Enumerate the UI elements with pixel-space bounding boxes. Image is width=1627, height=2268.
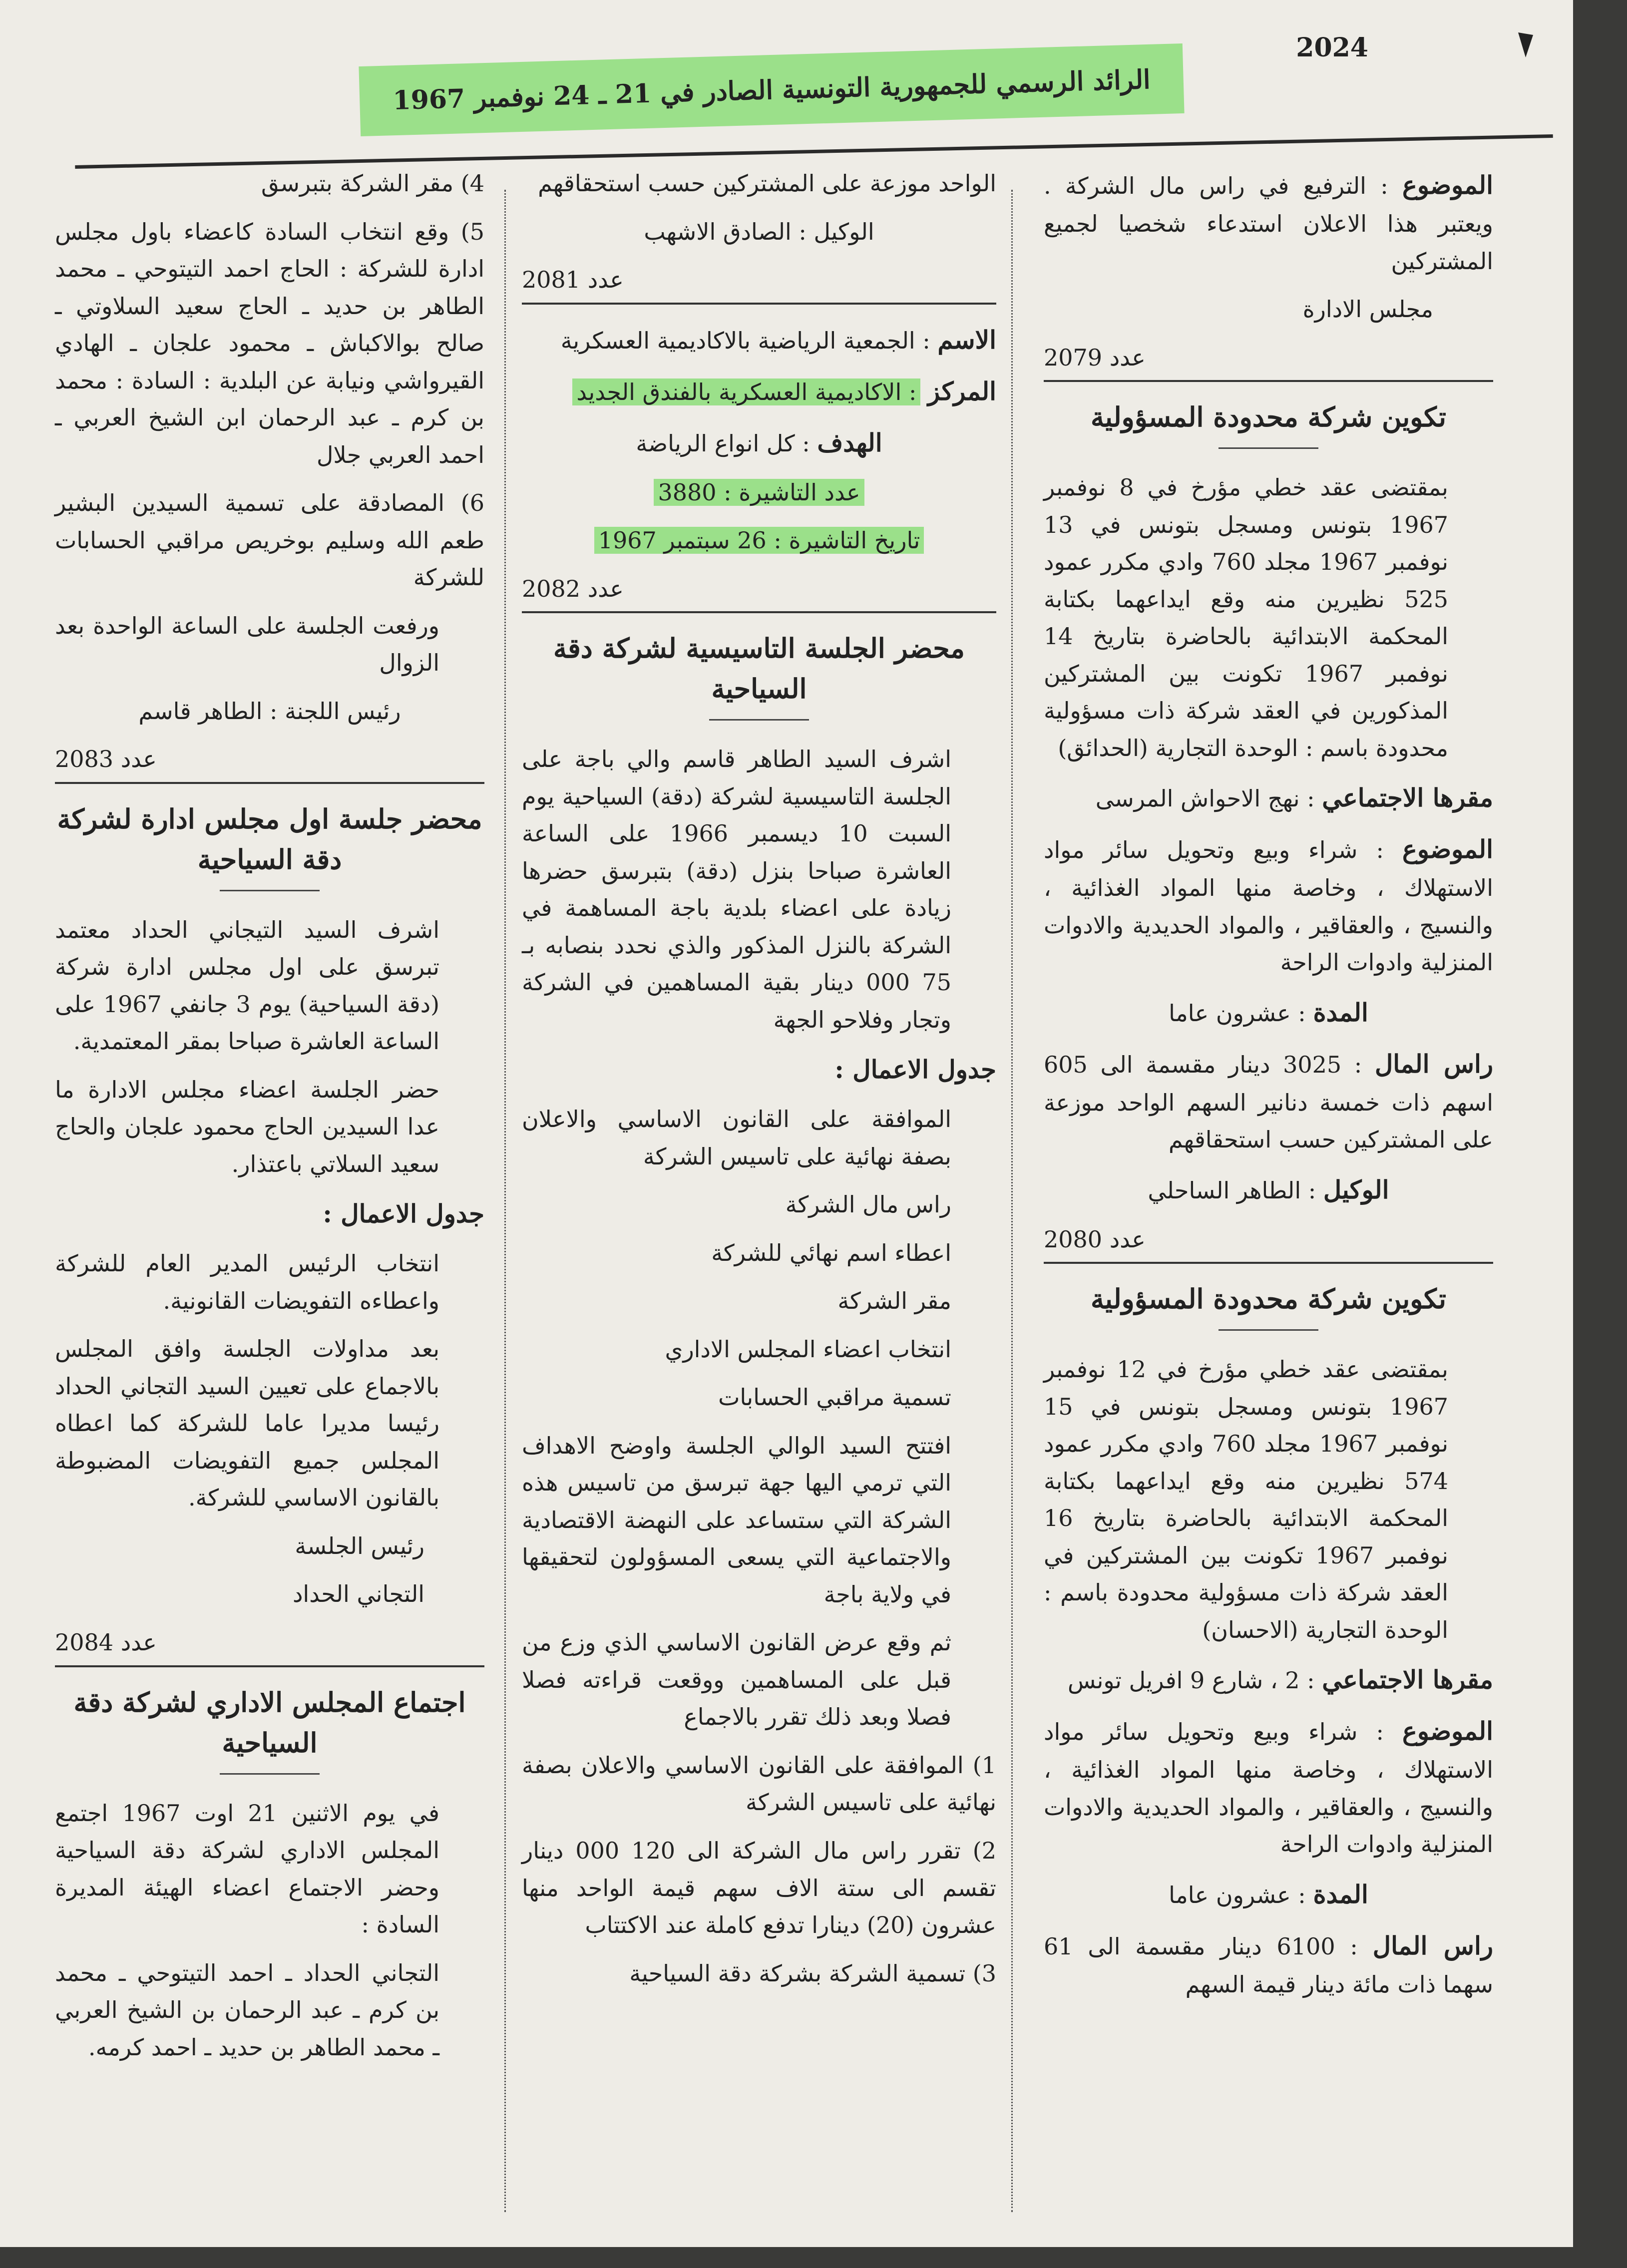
agenda-item: تسمية مراقبي الحسابات (718, 1384, 951, 1411)
association-name: الاسم : الجمعية الرياضية بالاكاديمية العسكرية (560, 325, 996, 355)
notice-number: عدد 2083 (55, 746, 157, 773)
agenda-title: جدول الاعمال : (323, 1199, 484, 1229)
agenda-item: اعطاء اسم نهائي للشركة (711, 1239, 951, 1266)
section-title: تكوين شركة محدودة المسؤولية (1090, 401, 1447, 433)
title-underline (220, 1773, 320, 1775)
column-separator (1011, 190, 1013, 2212)
resolution-item: 1) الموافقة على القانون الاساسي والاعلان بصفة نهائية على تاسيس الشركة (522, 1751, 996, 1816)
company-object: الموضوع : شراء وبيع وتحويل سائر مواد الاستهلاك ، وخاصة منها المواد الغذائية ، والنسيج ، والعقاقير ، والمواد الحديدية والادوات المنزلية وادوات الراحة (1044, 1716, 1493, 1858)
minutes-paragraph: اشرف السيد الطاهر قاسم والي باجة على الجلسة التاسيسية لشركة (دقة) السياحية يوم السبت 10 ديسمبر 1966 على الساعة العاشرة صباحا بنزل (دقة) بتبرسق حضرها زيادة على اعضاء بلدية باجة المساهمة في الشركة بالنزل المذكور والذي نحدد بنصابه بـ 75 000 دينار بقية المساهمين في الشركة وتجار وفلاحو الجهة (522, 746, 952, 1033)
committee-signature: رئيس اللجنة : الطاهر قاسم (138, 697, 401, 725)
title-underline (220, 890, 320, 891)
title-underline (1219, 1329, 1318, 1331)
agenda-item: مقر الشركة (837, 1287, 951, 1315)
column-left (55, 165, 484, 2077)
column-right (1044, 165, 1493, 2014)
company-object: الموضوع : شراء وبيع وتحويل سائر مواد الاستهلاك ، وخاصة منها المواد الغذائية ، والنسيج ، والعقاقير ، والمواد الحديدية والادوات المنزلية وادوات الراحة (1044, 834, 1493, 976)
minutes-paragraph: بعد مداولات الجلسة وافق المجلس بالاجماع على تعيين السيد التجاني الحداد رئيسا مديرا عاما للشركة كما اعطاه المجلس جميع التفويضات المضبوطة بالقانون الاساسي للشركة. (55, 1335, 439, 1512)
company-duration: المدة : عشرون عاما (1169, 1879, 1368, 1909)
agenda-item: راس مال الشركة (785, 1191, 951, 1218)
agenda-item: الموافقة على القانون الاساسي والاعلان بصفة نهائية على تاسيس الشركة (522, 1106, 951, 1170)
section-title: تكوين شركة محدودة المسؤولية (1090, 1283, 1447, 1315)
session-chair-name: التجاني الحداد (292, 1580, 424, 1608)
minutes-paragraph: افتتح السيد الوالي الجلسة واوضح الاهداف التي ترمي اليها جهة تبرسق من تاسيس هذه الشركة التي ستساعد على النهضة الاقتصادية والاجتماعية التي يسعى المسؤولون لتحقيقها في ولاية باجة (522, 1432, 951, 1608)
section-title: محضر الجلسة التاسيسية لشركة دقة السياحية (553, 632, 965, 705)
header-rule (75, 134, 1553, 169)
section-title: محضر جلسة اول مجلس ادارة لشركة دقة السياحية (57, 802, 482, 875)
company-capital: راس المال : 3025 دينار مقسمة الى 605 اسهم ذات خمسة دنانير السهم الواحد موزعة على المشتركين حسب استحقاقهم (1044, 1049, 1494, 1153)
title-underline (709, 719, 809, 721)
column-separator (504, 190, 506, 2212)
company-capital: راس المال : 6100 دينار مقسمة الى 61 سهما ذات مائة دينار قيمة السهم (1044, 1930, 1493, 1998)
notice-number: عدد 2080 (1044, 1225, 1146, 1253)
section-rule (1044, 1262, 1493, 1264)
agent-line: الوكيل : الصادق الاشهب (644, 218, 874, 245)
resolution-item: 6) المصادقة على تسمية السيدين البشير طعم الله وسليم بوخريص مراقبي الحسابات للشركة (55, 489, 484, 591)
continued-text: الواحد موزعة على المشتركين حسب استحقاقهم (538, 170, 996, 197)
resolution-item: 4) مقر الشركة بتبرسق (261, 170, 484, 197)
visa-number: عدد التاشيرة : 3880 (522, 474, 996, 511)
section-rule (55, 782, 484, 784)
resolution-item: 2) تقرر راس مال الشركة الى 120 000 دينار تقسم الى ستة الاف سهم قيمة الواحد منها عشرون (20) دينارا تدفع كاملة عند الاكتتاب (522, 1837, 996, 1939)
notice-number: عدد 2081 (522, 266, 624, 294)
attendees-list: التجاني الحداد ـ احمد التيتوحي ـ محمد بن كرم ـ عبد الرحمان بن الشيخ العربي ـ محمد الطاهر بن حديد ـ احمد كرمه. (55, 1959, 439, 2061)
agenda-item: انتخاب الرئيس المدير العام للشركة واعطاءه التفويضات القانونية. (55, 1250, 439, 1314)
company-agent: الوكيل : الطاهر الساحلي (1148, 1174, 1389, 1204)
section-rule (522, 303, 996, 305)
visa-date: تاريخ التاشيرة : 26 سبتمبر 1967 (522, 522, 996, 559)
resolution-item: 3) تسمية الشركة بشركة دقة السياحية (629, 1959, 996, 1987)
section-rule (1044, 380, 1493, 382)
page-number: 2024 (1296, 32, 1368, 63)
minutes-paragraph: اشرف السيد التيجاني الحداد معتمد تبرسق على اول مجلس ادارة شركة (دقة السياحية) يوم 3 جانفي 1967 على الساعة العاشرة صباحا بمقر المعتمدية. (55, 916, 440, 1055)
agenda-item: انتخاب اعضاء المجلس الاداري (665, 1335, 951, 1363)
pin-mark-icon (1516, 30, 1536, 60)
gazette-header: الرائد الرسمي للجمهورية التونسية الصادر في 21 ـ 24 نوفمبر 1967 (359, 43, 1184, 136)
notice-subject: الموضوع : الترفيع في راس مال الشركة . ويعتبر هذا الاعلان استدعاء شخصيا لجميع المشتركين (1044, 170, 1493, 275)
company-body: بمقتضى عقد خطي مؤرخ في 12 نوفمبر 1967 بتونس ومسجل بتونس في 15 نوفمبر 1967 مجلد 760 وادي مكرر عمود 574 نظيرين منه وقع ايداعهما بكتابة المحكمة الابتدائية بالحاضرة بتاريخ 16 نوفمبر 1967 تكونت بين المشتركين في العقد شركة ذات مسؤولية محدودة باسم : الوحدة التجارية (الاحسان) (1044, 1356, 1449, 1643)
notice-number: عدد 2084 (55, 1628, 157, 1656)
resolution-item: 5) وقع انتخاب السادة كاعضاء باول مجلس ادارة للشركة : الحاج احمد التيتوحي ـ محمد الطاهر بن حديد ـ الحاج سعيد السلاوتي ـ صالح بوالاكباش ـ محمود علجان ـ الهادي القيرواشي ونيابة عن البلدية : السادة : محمد بن كرم ـ عبد الرحمان ابن الشيخ العربي ـ احمد العربي جلال (55, 218, 484, 468)
association-center: المركز : الاكاديمية العسكرية بالفندق الجديد (522, 371, 996, 411)
column-middle (522, 165, 996, 2003)
company-duration: المدة : عشرون عاما (1169, 997, 1368, 1027)
board-signature: مجلس الادارة (1302, 296, 1433, 323)
company-hq: مقرها الاجتماعي : 2 ، شارع 9 افريل تونس (1067, 1665, 1493, 1695)
notice-number: عدد 2082 (522, 575, 624, 602)
section-title: اجتماع المجلس الاداري لشركة دقة السياحية (73, 1686, 466, 1759)
minutes-paragraph: حضر الجلسة اعضاء مجلس الادارة ما عدا السيدين الحاج محمود علجان والحاج سعيد السلاتي باعتذار. (55, 1076, 439, 1177)
closing-line: ورفعت الجلسة على الساعة الواحدة بعد الزوال (55, 612, 439, 677)
session-chair-title: رئيس الجلسة (295, 1532, 424, 1559)
association-goal: الهدف : كل انواع الرياضة (636, 427, 882, 457)
section-rule (55, 1665, 484, 1667)
company-body: بمقتضى عقد خطي مؤرخ في 8 نوفمبر 1967 بتونس ومسجل بتونس في 13 نوفمبر 1967 مجلد 760 وادي مكرر عمود 525 نظيرين منه وقع ايداعهما بكتابة المحكمة الابتدائية بالحاضرة بتاريخ 14 نوفمبر 1967 تكونت بين المشتركين المذكورين في العقد شركة ذات مسؤولية محدودة باسم : الوحدة التجارية (الحدائق) (1044, 474, 1449, 761)
company-hq: مقرها الاجتماعي : نهج الاحواش المرسى (1095, 783, 1493, 813)
minutes-paragraph: في يوم الاثنين 21 اوت 1967 اجتمع المجلس الاداري لشركة دقة السياحية وحضر الاجتماع اعضاء الهيئة المديرة السادة : (55, 1799, 440, 1938)
title-underline (1219, 447, 1318, 449)
minutes-paragraph: ثم وقع عرض القانون الاساسي الذي وزع من قبل على المساهمين ووقعت قراءته فصلا فصلا وبعد ذلك تقرر بالاجماع (522, 1629, 951, 1731)
notice-number: عدد 2079 (1044, 344, 1146, 371)
agenda-title: جدول الاعمال : (834, 1055, 996, 1085)
section-rule (522, 611, 996, 613)
